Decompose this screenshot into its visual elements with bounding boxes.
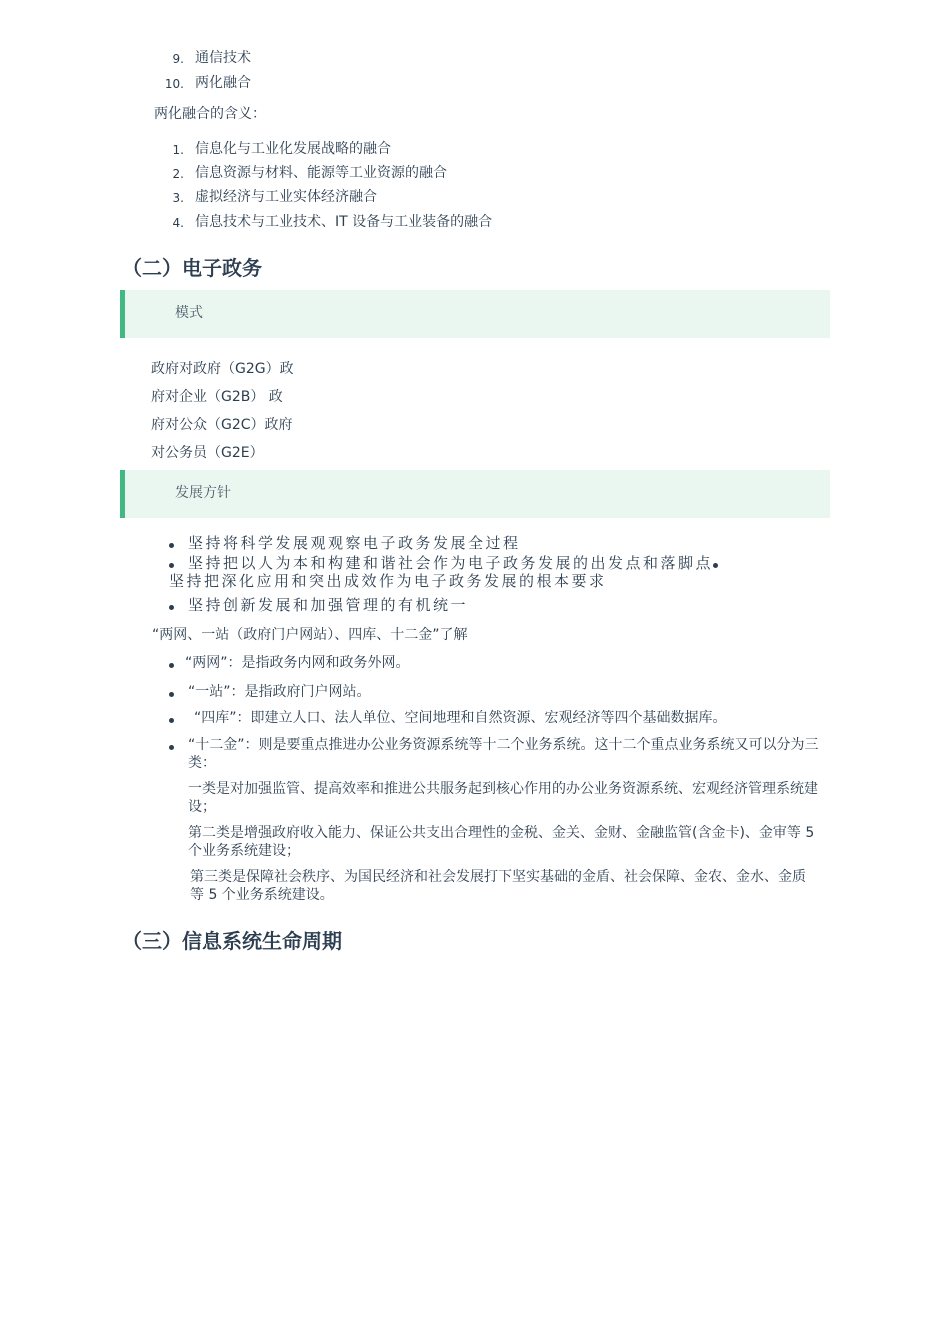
- two-nets-item: “十二金”：则是要重点推进办公业务资源系统等十二个业务系统。这十二个重点业务系统又可以分为三类：: [188, 737, 819, 771]
- list-number: 4.: [172, 216, 184, 230]
- policy-item: 坚持把深化应用和突出成效作为电子政务发展的根本要求: [169, 572, 607, 590]
- policy-item: 坚持把以人为本和构建和谐社会作为电子政务发展的出发点和落脚点: [188, 554, 714, 572]
- list-item: 两化融合: [195, 75, 251, 91]
- bullet-dot: [169, 692, 174, 697]
- policy-item: 坚持创新发展和加强管理的有机统一: [188, 596, 469, 614]
- callout-label: 模式: [175, 305, 203, 321]
- callout-label: 发展方针: [175, 485, 231, 501]
- bullet-dot: [169, 543, 174, 548]
- list-item: 信息技术与工业技术、IT 设备与工业装备的融合: [195, 214, 493, 230]
- bullet-dot: [169, 663, 174, 668]
- two-nets-item: “四库”：即建立人口、法人单位、空间地理和自然资源、宏观经济等四个基础数据库。: [194, 710, 727, 726]
- section-heading-egov: （二）电子政务: [122, 256, 262, 280]
- bullet-dot: [169, 605, 174, 610]
- two-nets-heading: “两网、一站（政府门户网站）、四库、十二金”了解: [152, 627, 468, 643]
- mode-line: 对公务员（G2E）: [151, 445, 264, 461]
- list-item: 信息资源与材料、能源等工业资源的融合: [195, 165, 447, 181]
- list-item: 通信技术: [195, 50, 251, 66]
- list-number: 2.: [172, 167, 184, 181]
- two-nets-item: “两网”：是指政务内网和政务外网。: [185, 655, 410, 671]
- section-heading-lifecycle: （三）信息系统生命周期: [122, 929, 342, 953]
- list-number: 9.: [172, 52, 184, 66]
- list-number: 1.: [172, 143, 184, 157]
- bullet-dot: [713, 563, 718, 568]
- mode-line: 府对公众（G2C）政府: [151, 417, 293, 433]
- bullet-dot: [169, 563, 174, 568]
- callout-mode: [120, 290, 830, 338]
- mode-line: 政府对政府（G2G）政: [151, 361, 294, 377]
- two-nets-item: “一站”：是指政府门户网站。: [188, 684, 371, 700]
- list-item: 虚拟经济与工业实体经济融合: [195, 189, 377, 205]
- category-paragraph: 一类是对加强监管、提高效率和推进公共服务起到核心作用的办公业务资源系统、宏观经济管理系统建设；: [188, 781, 818, 815]
- list-item: 信息化与工业化发展战略的融合: [195, 141, 391, 157]
- bullet-dot: [169, 718, 174, 723]
- category-paragraph: 第三类是保障社会秩序、为国民经济和社会发展打下坚实基础的金盾、社会保障、金农、金水、金质等 5 个业务系统建设。: [190, 869, 806, 903]
- list-number: 3.: [172, 191, 184, 205]
- list-number: 10.: [164, 77, 184, 91]
- mode-line: 府对企业（G2B） 政: [151, 389, 283, 405]
- policy-item: 坚持将科学发展观观察电子政务发展全过程: [188, 534, 521, 552]
- callout-policy: [120, 470, 830, 518]
- bullet-dot: [169, 745, 174, 750]
- meaning-heading: 两化融合的含义：: [154, 106, 266, 122]
- category-paragraph: 第二类是增强政府收入能力、保证公共支出合理性的金税、金关、金财、金融监管(含金卡)、金审等 5 个业务系统建设；: [188, 825, 815, 859]
